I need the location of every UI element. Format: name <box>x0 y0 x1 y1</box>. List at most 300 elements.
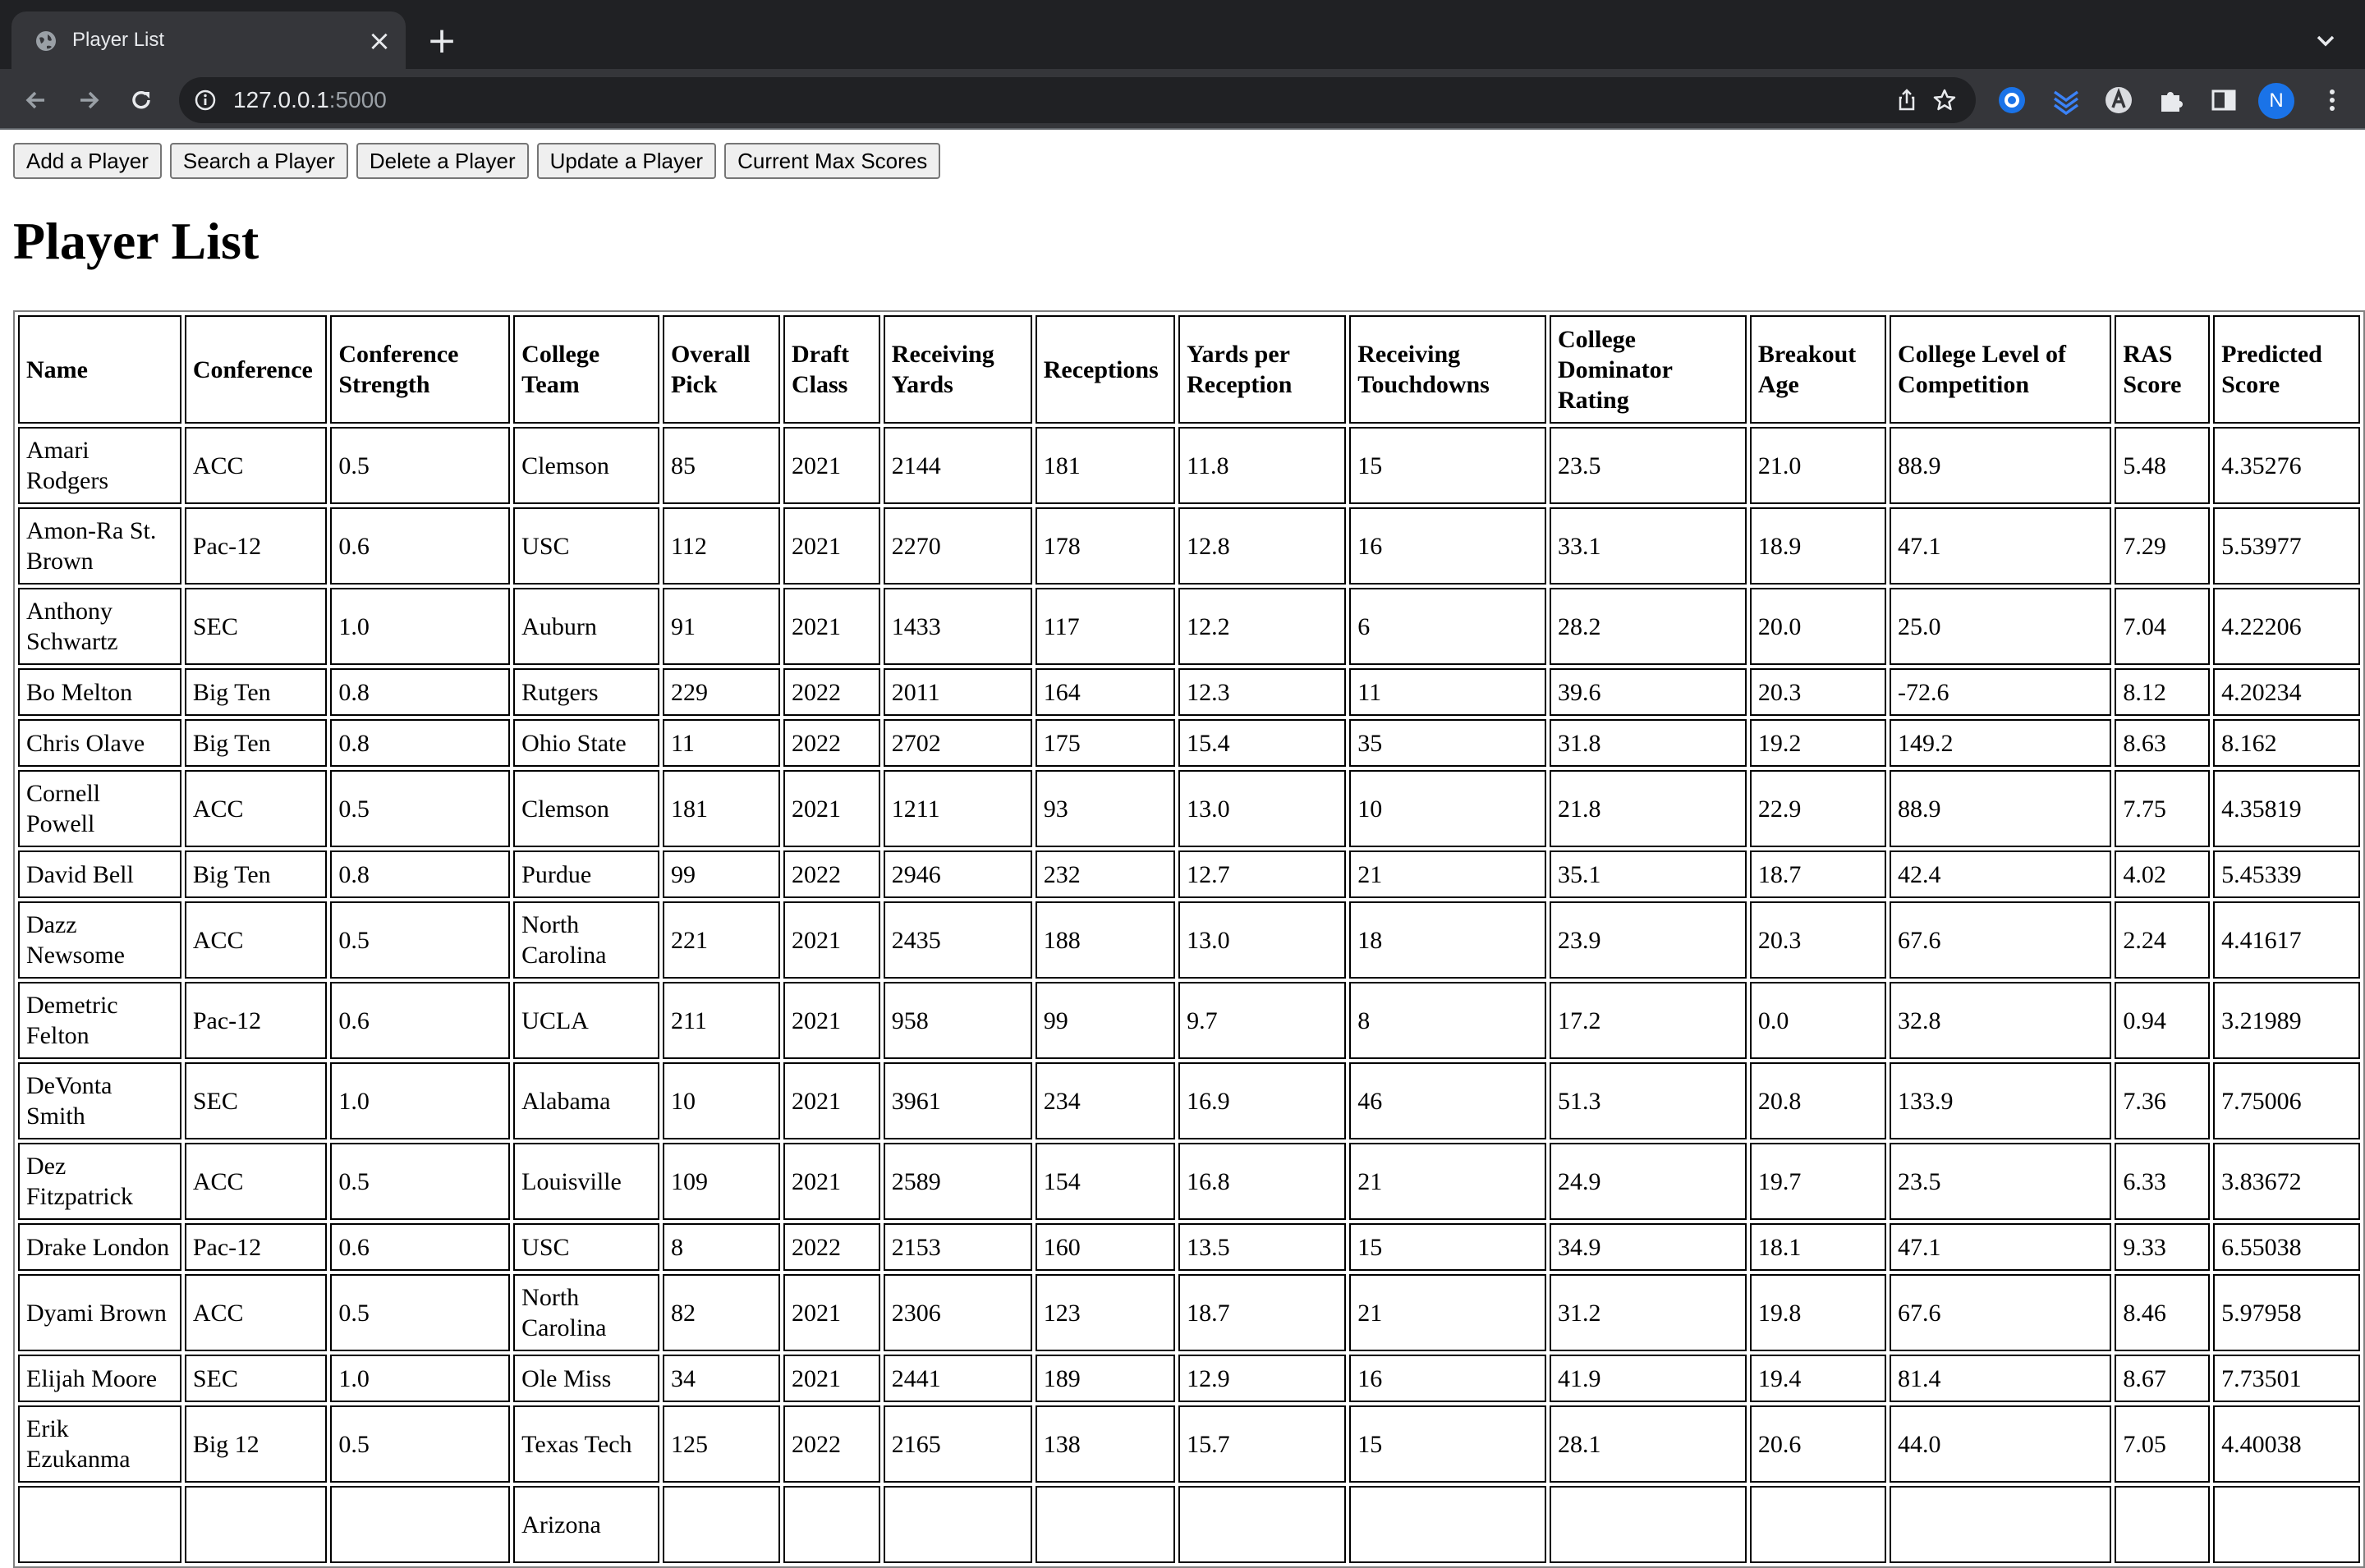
table-cell: 2702 <box>884 719 1032 767</box>
table-cell: 8.46 <box>2115 1274 2210 1351</box>
header-draft-class: Draft Class <box>783 315 880 424</box>
globe-icon <box>34 30 57 53</box>
table-cell: Louisville <box>513 1143 659 1220</box>
table-cell: 117 <box>1036 588 1175 665</box>
header-receiving-yards: Receiving Yards <box>884 315 1032 424</box>
table-cell: 39.6 <box>1550 668 1747 716</box>
table-cell: 112 <box>663 507 780 585</box>
player-table <box>13 310 2365 1568</box>
table-cell: 10 <box>1349 770 1546 847</box>
table-cell: 7.75 <box>2115 770 2210 847</box>
table-cell: 2270 <box>884 507 1032 585</box>
table-cell: 0.5 <box>330 1405 510 1483</box>
table-cell: 1.0 <box>330 1355 510 1402</box>
table-cell: 46 <box>1349 1062 1546 1139</box>
header-predicted-score: Predicted Score <box>2213 315 2360 424</box>
delete-player-button[interactable]: Delete a Player <box>356 143 529 179</box>
table-cell: 12.7 <box>1178 850 1346 898</box>
table-cell: Big 12 <box>185 1405 328 1483</box>
table-cell <box>185 1486 328 1563</box>
table-cell: 2021 <box>783 507 880 585</box>
close-tab-icon[interactable]: × <box>367 25 392 57</box>
table-cell: 5.97958 <box>2213 1274 2360 1351</box>
table-cell: 34 <box>663 1355 780 1402</box>
table-cell: Big Ten <box>185 719 328 767</box>
table-cell: 21.8 <box>1550 770 1747 847</box>
table-cell: 32.8 <box>1890 982 2111 1059</box>
table-cell: Pac-12 <box>185 982 328 1059</box>
url-text[interactable] <box>233 86 387 114</box>
table-cell: 2165 <box>884 1405 1032 1483</box>
address-bar[interactable] <box>179 77 1976 123</box>
table-cell: 16.9 <box>1178 1062 1346 1139</box>
table-cell: Dez Fitzpatrick <box>18 1143 181 1220</box>
extensions-puzzle-icon[interactable] <box>2155 84 2188 117</box>
table-cell: 0.8 <box>330 668 510 716</box>
table-cell: 2589 <box>884 1143 1032 1220</box>
table-cell: 4.20234 <box>2213 668 2360 716</box>
table-cell: 28.2 <box>1550 588 1747 665</box>
table-row <box>18 1405 2360 1483</box>
table-cell: 47.1 <box>1890 1223 2111 1271</box>
table-cell: 211 <box>663 982 780 1059</box>
table-cell: 2306 <box>884 1274 1032 1351</box>
table-cell: 2021 <box>783 427 880 504</box>
table-cell: Ole Miss <box>513 1355 659 1402</box>
table-cell: 15.4 <box>1178 719 1346 767</box>
table-cell: Erik Ezukanma <box>18 1405 181 1483</box>
side-panel-icon[interactable] <box>2207 84 2240 117</box>
table-cell: 0.6 <box>330 507 510 585</box>
table-cell: Clemson <box>513 427 659 504</box>
header-breakout-age: Breakout Age <box>1750 315 1886 424</box>
player-table-body <box>18 427 2360 1563</box>
update-player-button[interactable]: Update a Player <box>537 143 716 179</box>
table-cell: 8.67 <box>2115 1355 2210 1402</box>
table-cell: 17.2 <box>1550 982 1747 1059</box>
table-cell: 149.2 <box>1890 719 2111 767</box>
table-cell: Dazz Newsome <box>18 901 181 979</box>
chevron-down-icon[interactable] <box>2309 25 2342 57</box>
table-cell: Ohio State <box>513 719 659 767</box>
table-cell: 21 <box>1349 1143 1546 1220</box>
table-cell: 6.55038 <box>2213 1223 2360 1271</box>
extension-layers-icon[interactable] <box>2050 84 2083 117</box>
tab-title: Player List <box>72 29 165 51</box>
table-cell: 189 <box>1036 1355 1175 1402</box>
table-row <box>18 719 2360 767</box>
table-cell: USC <box>513 507 659 585</box>
table-cell: 2153 <box>884 1223 1032 1271</box>
table-cell: 31.2 <box>1550 1274 1747 1351</box>
table-cell: 2021 <box>783 1274 880 1351</box>
table-cell: 23.9 <box>1550 901 1747 979</box>
table-cell: 181 <box>1036 427 1175 504</box>
table-cell: 2021 <box>783 770 880 847</box>
table-cell: 85 <box>663 427 780 504</box>
table-cell: 2022 <box>783 1405 880 1483</box>
extension-compass-icon[interactable] <box>2102 84 2135 117</box>
table-cell: 23.5 <box>1890 1143 2111 1220</box>
table-cell: 81.4 <box>1890 1355 2111 1402</box>
table-cell: 67.6 <box>1890 1274 2111 1351</box>
table-cell: 20.3 <box>1750 668 1886 716</box>
table-cell <box>1750 1486 1886 1563</box>
table-cell <box>884 1486 1032 1563</box>
reload-icon[interactable] <box>125 84 158 117</box>
table-cell: 18.7 <box>1750 850 1886 898</box>
table-cell: 91 <box>663 588 780 665</box>
table-cell: 2022 <box>783 668 880 716</box>
current-max-scores-button[interactable]: Current Max Scores <box>724 143 940 179</box>
new-tab-button[interactable]: + <box>426 20 457 62</box>
table-cell: 125 <box>663 1405 780 1483</box>
header-college-dominator-rating: College Dominator Rating <box>1550 315 1747 424</box>
table-header-row <box>18 315 2360 424</box>
table-row <box>18 668 2360 716</box>
table-cell: 23.5 <box>1550 427 1747 504</box>
header-overall-pick: Overall Pick <box>663 315 780 424</box>
table-cell: 41.9 <box>1550 1355 1747 1402</box>
header-name: Name <box>18 315 181 424</box>
table-cell: Texas Tech <box>513 1405 659 1483</box>
table-cell: 15.7 <box>1178 1405 1346 1483</box>
table-cell: 2144 <box>884 427 1032 504</box>
table-cell: 188 <box>1036 901 1175 979</box>
table-cell: 1.0 <box>330 588 510 665</box>
table-row <box>18 427 2360 504</box>
table-cell: 0.6 <box>330 982 510 1059</box>
table-row <box>18 1143 2360 1220</box>
table-cell: 8.12 <box>2115 668 2210 716</box>
table-cell: 19.2 <box>1750 719 1886 767</box>
table-cell: Cornell Powell <box>18 770 181 847</box>
table-cell: 5.45339 <box>2213 850 2360 898</box>
table-row <box>18 1062 2360 1139</box>
browser-tab[interactable] <box>11 11 406 69</box>
table-cell: David Bell <box>18 850 181 898</box>
table-cell: 25.0 <box>1890 588 2111 665</box>
table-cell <box>1890 1486 2111 1563</box>
table-cell: 5.48 <box>2115 427 2210 504</box>
table-row <box>18 1486 2360 1563</box>
table-cell: 3.83672 <box>2213 1143 2360 1220</box>
table-cell: 12.3 <box>1178 668 1346 716</box>
table-cell: 34.9 <box>1550 1223 1747 1271</box>
table-cell <box>783 1486 880 1563</box>
action-button-bar <box>13 143 940 179</box>
table-cell: 21.0 <box>1750 427 1886 504</box>
table-cell: Pac-12 <box>185 1223 328 1271</box>
header-yards-per-reception: Yards per Reception <box>1178 315 1346 424</box>
table-cell: Big Ten <box>185 668 328 716</box>
table-cell: 6.33 <box>2115 1143 2210 1220</box>
page-title: Player List <box>13 212 259 270</box>
table-cell: 133.9 <box>1890 1062 2111 1139</box>
table-cell: 0.5 <box>330 1274 510 1351</box>
extension-record-icon[interactable] <box>1995 84 2028 117</box>
table-cell: 20.3 <box>1750 901 1886 979</box>
url-host: 127.0.0.1 <box>233 87 329 112</box>
table-cell: 4.35276 <box>2213 427 2360 504</box>
more-menu-icon[interactable] <box>2316 84 2349 117</box>
table-cell: 9.7 <box>1178 982 1346 1059</box>
table-cell: 19.4 <box>1750 1355 1886 1402</box>
table-cell: 2021 <box>783 901 880 979</box>
table-cell: Pac-12 <box>185 507 328 585</box>
table-cell: 13.5 <box>1178 1223 1346 1271</box>
table-cell: 99 <box>663 850 780 898</box>
header-receiving-touchdowns: Receiving Touchdowns <box>1349 315 1546 424</box>
table-cell: 15 <box>1349 427 1546 504</box>
table-cell: 154 <box>1036 1143 1175 1220</box>
table-cell: 1.0 <box>330 1062 510 1139</box>
table-cell: 13.0 <box>1178 770 1346 847</box>
page-content <box>0 130 2365 1538</box>
browser-tab-strip <box>0 0 2365 69</box>
table-cell: 33.1 <box>1550 507 1747 585</box>
table-cell: Drake London <box>18 1223 181 1271</box>
table-cell: 18.1 <box>1750 1223 1886 1271</box>
table-cell: 181 <box>663 770 780 847</box>
table-cell: 4.22206 <box>2213 588 2360 665</box>
header-conference: Conference <box>185 315 328 424</box>
table-cell: Anthony Schwartz <box>18 588 181 665</box>
table-row <box>18 850 2360 898</box>
table-cell: 67.6 <box>1890 901 2111 979</box>
table-cell <box>1550 1486 1747 1563</box>
table-cell: 35.1 <box>1550 850 1747 898</box>
table-cell: 2441 <box>884 1355 1032 1402</box>
table-cell: USC <box>513 1223 659 1271</box>
table-cell: 0.6 <box>330 1223 510 1271</box>
table-cell: Clemson <box>513 770 659 847</box>
table-cell: 15 <box>1349 1223 1546 1271</box>
table-cell: 8.162 <box>2213 719 2360 767</box>
browser-toolbar <box>0 69 2365 130</box>
table-cell: 2021 <box>783 982 880 1059</box>
table-cell: 21 <box>1349 1274 1546 1351</box>
table-cell: ACC <box>185 427 328 504</box>
table-cell: 1211 <box>884 770 1032 847</box>
table-cell: 109 <box>663 1143 780 1220</box>
table-cell: 51.3 <box>1550 1062 1747 1139</box>
table-cell: 35 <box>1349 719 1546 767</box>
table-cell: 12.9 <box>1178 1355 1346 1402</box>
table-cell <box>330 1486 510 1563</box>
table-cell: 2021 <box>783 588 880 665</box>
table-cell: 0.5 <box>330 1143 510 1220</box>
table-cell: ACC <box>185 1274 328 1351</box>
table-cell: 958 <box>884 982 1032 1059</box>
table-cell: Arizona <box>513 1486 659 1563</box>
header-ras-score: RAS Score <box>2115 315 2210 424</box>
table-cell: 42.4 <box>1890 850 2111 898</box>
bookmark-star-icon[interactable] <box>1931 87 1958 113</box>
table-cell: 6 <box>1349 588 1546 665</box>
table-cell: 2022 <box>783 1223 880 1271</box>
table-cell: 20.0 <box>1750 588 1886 665</box>
table-cell: 123 <box>1036 1274 1175 1351</box>
table-cell: Rutgers <box>513 668 659 716</box>
table-cell <box>1036 1486 1175 1563</box>
table-cell: 31.8 <box>1550 719 1747 767</box>
back-icon[interactable] <box>20 84 53 117</box>
table-cell: 4.35819 <box>2213 770 2360 847</box>
table-cell: 5.53977 <box>2213 507 2360 585</box>
table-cell <box>18 1486 181 1563</box>
header-receptions: Receptions <box>1036 315 1175 424</box>
table-cell <box>2115 1486 2210 1563</box>
table-cell: 2946 <box>884 850 1032 898</box>
table-cell: 10 <box>663 1062 780 1139</box>
table-cell: Demetric Felton <box>18 982 181 1059</box>
table-cell: North Carolina <box>513 1274 659 1351</box>
table-cell: 2021 <box>783 1062 880 1139</box>
table-cell: Chris Olave <box>18 719 181 767</box>
table-cell: 7.29 <box>2115 507 2210 585</box>
table-cell: 2.24 <box>2115 901 2210 979</box>
table-row <box>18 588 2360 665</box>
table-cell: 7.73501 <box>2213 1355 2360 1402</box>
table-cell: 178 <box>1036 507 1175 585</box>
table-cell: 11 <box>663 719 780 767</box>
table-cell: 3.21989 <box>2213 982 2360 1059</box>
table-cell: 2021 <box>783 1355 880 1402</box>
table-cell: 0.94 <box>2115 982 2210 1059</box>
table-cell: 11.8 <box>1178 427 1346 504</box>
table-row <box>18 507 2360 585</box>
table-cell: 8.63 <box>2115 719 2210 767</box>
table-cell: 7.04 <box>2115 588 2210 665</box>
forward-icon[interactable] <box>72 84 105 117</box>
info-icon[interactable] <box>194 89 217 112</box>
table-cell: Amon-Ra St. Brown <box>18 507 181 585</box>
table-cell: 0.5 <box>330 427 510 504</box>
table-cell: 18.7 <box>1178 1274 1346 1351</box>
table-cell: 8 <box>1349 982 1546 1059</box>
table-cell: 0.5 <box>330 901 510 979</box>
header-college-level-of-competition: College Level of Competition <box>1890 315 2111 424</box>
table-cell: ACC <box>185 1143 328 1220</box>
table-cell: Alabama <box>513 1062 659 1139</box>
table-cell: 16.8 <box>1178 1143 1346 1220</box>
table-cell: 0.8 <box>330 719 510 767</box>
table-cell: 15 <box>1349 1405 1546 1483</box>
table-row <box>18 1355 2360 1402</box>
table-cell: 19.8 <box>1750 1274 1886 1351</box>
table-cell: 19.7 <box>1750 1143 1886 1220</box>
profile-avatar[interactable]: N <box>2258 83 2294 119</box>
table-cell: 99 <box>1036 982 1175 1059</box>
table-cell: 28.1 <box>1550 1405 1747 1483</box>
add-player-button[interactable]: Add a Player <box>13 143 162 179</box>
table-cell: 16 <box>1349 507 1546 585</box>
table-cell: SEC <box>185 588 328 665</box>
table-cell: 88.9 <box>1890 427 2111 504</box>
table-cell <box>1349 1486 1546 1563</box>
table-cell: 88.9 <box>1890 770 2111 847</box>
table-cell: 160 <box>1036 1223 1175 1271</box>
table-cell: 232 <box>1036 850 1175 898</box>
table-cell: 24.9 <box>1550 1143 1747 1220</box>
table-cell: 164 <box>1036 668 1175 716</box>
table-cell: 82 <box>663 1274 780 1351</box>
table-cell: 22.9 <box>1750 770 1886 847</box>
table-cell: 4.02 <box>2115 850 2210 898</box>
table-cell: SEC <box>185 1062 328 1139</box>
table-cell: 8 <box>663 1223 780 1271</box>
table-cell: 16 <box>1349 1355 1546 1402</box>
table-cell: Bo Melton <box>18 668 181 716</box>
table-cell: 2435 <box>884 901 1032 979</box>
table-cell: 234 <box>1036 1062 1175 1139</box>
table-cell: 13.0 <box>1178 901 1346 979</box>
table-cell: 11 <box>1349 668 1546 716</box>
table-cell: 2022 <box>783 719 880 767</box>
table-cell: Elijah Moore <box>18 1355 181 1402</box>
search-player-button[interactable]: Search a Player <box>170 143 348 179</box>
table-cell: 21 <box>1349 850 1546 898</box>
table-cell: Purdue <box>513 850 659 898</box>
table-cell: 18 <box>1349 901 1546 979</box>
table-cell: 12.8 <box>1178 507 1346 585</box>
table-cell: Auburn <box>513 588 659 665</box>
table-cell: ACC <box>185 901 328 979</box>
table-cell: 221 <box>663 901 780 979</box>
table-cell: 20.8 <box>1750 1062 1886 1139</box>
table-cell: Big Ten <box>185 850 328 898</box>
table-cell: 12.2 <box>1178 588 1346 665</box>
table-cell: 4.40038 <box>2213 1405 2360 1483</box>
table-cell: 44.0 <box>1890 1405 2111 1483</box>
table-row <box>18 1274 2360 1351</box>
table-cell: DeVonta Smith <box>18 1062 181 1139</box>
table-cell: 0.5 <box>330 770 510 847</box>
header-college-team: College Team <box>513 315 659 424</box>
table-cell: 2021 <box>783 1143 880 1220</box>
header-conference-strength: Conference Strength <box>330 315 510 424</box>
table-cell: -72.6 <box>1890 668 2111 716</box>
table-cell: 2011 <box>884 668 1032 716</box>
share-icon[interactable] <box>1894 87 1920 113</box>
table-cell: 18.9 <box>1750 507 1886 585</box>
table-cell: 138 <box>1036 1405 1175 1483</box>
table-cell: 47.1 <box>1890 507 2111 585</box>
table-row <box>18 770 2360 847</box>
table-cell <box>663 1486 780 1563</box>
table-cell: UCLA <box>513 982 659 1059</box>
table-cell: Amari Rodgers <box>18 427 181 504</box>
table-cell: 4.41617 <box>2213 901 2360 979</box>
table-cell: 1433 <box>884 588 1032 665</box>
table-cell: 2022 <box>783 850 880 898</box>
url-port: :5000 <box>328 87 387 112</box>
table-cell: 175 <box>1036 719 1175 767</box>
table-cell: 93 <box>1036 770 1175 847</box>
table-cell: North Carolina <box>513 901 659 979</box>
table-cell: 9.33 <box>2115 1223 2210 1271</box>
table-cell: 0.8 <box>330 850 510 898</box>
table-cell: 0.0 <box>1750 982 1886 1059</box>
table-row <box>18 901 2360 979</box>
table-cell: ACC <box>185 770 328 847</box>
table-cell: 229 <box>663 668 780 716</box>
table-cell: 20.6 <box>1750 1405 1886 1483</box>
table-cell: 3961 <box>884 1062 1032 1139</box>
table-cell: 7.36 <box>2115 1062 2210 1139</box>
table-cell: 7.05 <box>2115 1405 2210 1483</box>
